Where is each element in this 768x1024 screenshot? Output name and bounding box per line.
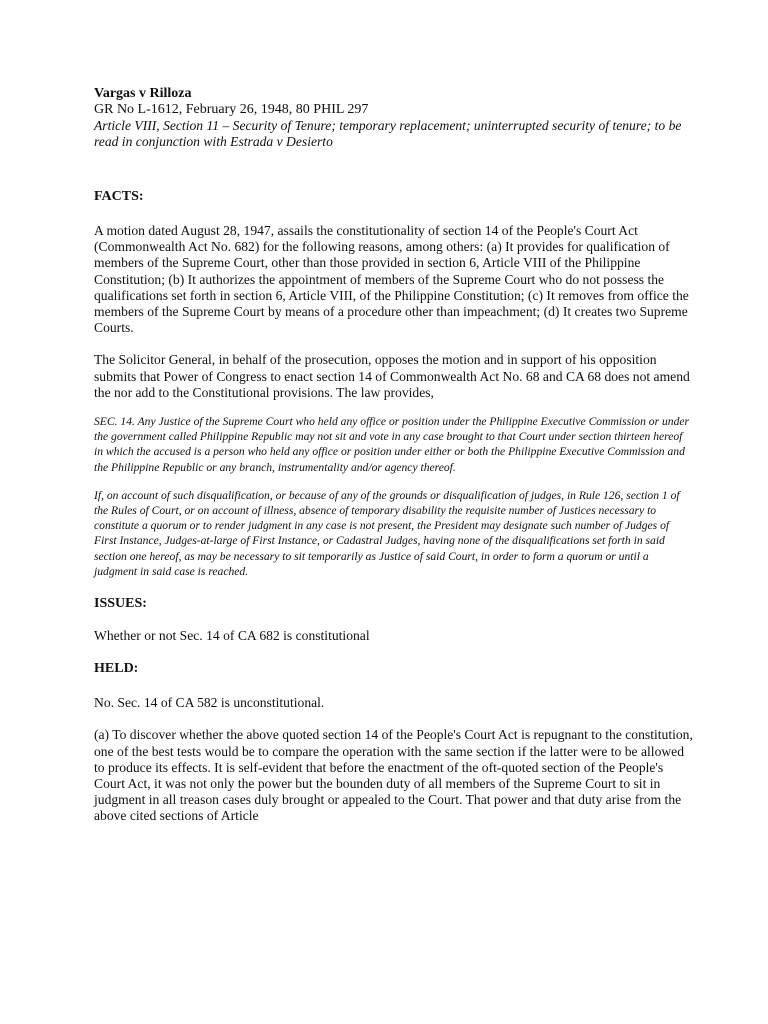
issues-heading: ISSUES: (94, 596, 147, 612)
facts-heading: FACTS: (94, 189, 144, 204)
statute-quote-disqualification: If, on account of such disqualification, or because of any of the grounds or disqualification of judges, in Rule 126, section 1 of the Rules of Court, or on account of illness, absence of temporary disability the requisite number of Justices necessary to constitute a quorum or to render judgment in any case is not present, the President may designate such number of Judges of First Instance, Judges-at-large of First Instance, or Cadastral Judges, having none of the disqualifications set forth in said section one hereof, as may be necessary to sit temporarily as Justice of said Court, in order to form a quorum or until a judgment in said case is reached. (94, 488, 680, 578)
held-text: No. Sec. 14 of CA 582 is unconstitutional. (94, 695, 325, 711)
facts-paragraph: A motion dated August 28, 1947, assails the constitutionality of section 14 of the People's Court Act (Commonwealth Act No. 682) for the following reasons, among others: (a) It provides for qualification of members of the Supreme Court, other than those provided in section 6, Article VIII of the Philippine Constitution; (b) It authorizes the appointment of members of the Supreme Court who do not possess the qualifications set forth in section 6, Article VIII, of the Philippine Constitution; (c) It removes from office the members of the Supreme Court by means of a procedure other than impeachment; (d) It creates two Supreme Courts. (94, 223, 689, 336)
case-citation: GR No L-1612, February 26, 1948, 80 PHIL 297 (94, 102, 369, 117)
case-topic: Article VIII, Section 11 – Security of Tenure; temporary replacement; uninterrupted security of tenure; to be read in conjunction with Estrada v Desierto (94, 118, 682, 149)
solicitor-general-paragraph: The Solicitor General, in behalf of the prosecution, opposes the motion and in support of his opposition submits that Power of Congress to enact section 14 of Commonwealth Act No. 68 and CA 68 does not amend the nor add to the Constitutional provisions. The law provides, (94, 352, 690, 400)
document-body (94, 86, 694, 825)
case-title: Vargas v Rilloza (94, 86, 192, 101)
held-heading: HELD: (94, 661, 139, 677)
statute-quote-sec14: SEC. 14. Any Justice of the Supreme Court who held any office or position under the Philippine Executive Commission or under the government called Philippine Republic may not sit and vote in any case brought to that Court under section thirteen hereof in which the accused is a person who held any office or position under either or both the Philippine Executive Commission and the Philippine Republic or any branch, instrumentality and/or agency thereof. (94, 415, 690, 474)
held-paragraph-a: (a) To discover whether the above quoted section 14 of the People's Court Act is repugnant to the constitution, one of the best tests would be to compare the operation with the same section if the latter were to be allowed to produce its effects. It is self-evident that before the enactment of the oft-quoted section of the People's Court Act, it was not only the power but the bounden duty of all members of the Supreme Court to sit in judgment in all treason cases duly brought or appealed to the Court. That power and that duty arise from the above cited sections of Article (94, 727, 693, 824)
issue-text: Whether or not Sec. 14 of CA 682 is constitutional (94, 628, 370, 644)
